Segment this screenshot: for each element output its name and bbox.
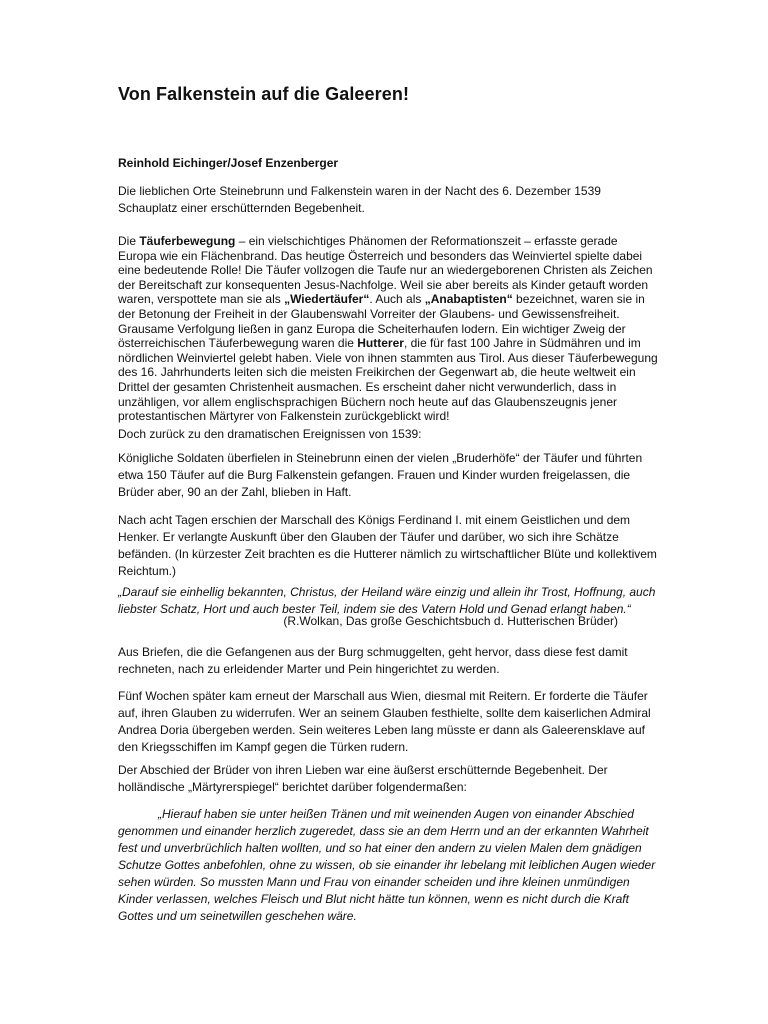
raid-paragraph: Königliche Soldaten überfielen in Steinebrunn einen der vielen „Bruderhöfe“ der Täufer und führten etwa 150 Täufer auf die Burg Falkenstein gefangen. Frauen und Kinder wurden freigelassen, die Brüder aber, 90 an der Zahl, blieben in Haft. xyxy=(118,451,643,499)
martyrs-mirror-quote: „Hierauf haben sie unter heißen Tränen und mit weinenden Augen von einander Abschied genommen und einander herzlich zugeredet, dass sie an dem Herrn und an der erkannten Wahrheit fest und unverbrüchlich halten wollten, und so hat einer den andern zu vielen Malen dem gnädigen Schutze Gottes anbefohlen, ohne zu wissen, ob sie einander ihr lebelang mit leiblichen Augen wieder sehen würden. So mussten Mann und Frau von einander scheiden und ihre kleinen unmündigen Kinder verlassen, welches Fleisch und Blut nicht hätte tun können, wenn es nicht durch die Kraft Gottes und um seinetwillen geschehen wäre. xyxy=(118,807,656,923)
quote-citation: (R.Wolkan, Das große Geschichtsbuch d. Hutterischen Brüder) xyxy=(283,614,618,628)
keyword-taeuferbewegung: Täuferbewegung xyxy=(139,234,236,248)
keyword-hutterer: Hutterer xyxy=(357,336,404,351)
intro-paragraph: Die lieblichen Orte Steinebrunn und Falkenstein waren in der Nacht des 6. Dezember 1539 Schauplatz einer erschütternden Begebenheit. xyxy=(118,184,601,215)
confession-quote: „Darauf sie einhellig bekannten, Christus, der Heiland wäre einzig und allein ihr Trost, Hoffnung, auch liebster Schatz, Hort und auch bester Teil, indem sie des Vatern Hold und Genad erlangt haben.“ xyxy=(118,585,656,616)
taeuferbewegung-paragraph: Die Täuferbewegung – ein vielschichtiges Phänomen der Reformationszeit – erfasste gerade Europa wie ein Flächenbrand. Das heutige Österreich und besonders das Weinviertel spielte dabei eine bedeutende Rolle! Die Täufer vollzogen die Taufe nur an wiedergeborenen Christen als Zeichen der Bereitschaft zur konsequenten Jesus-Nachfolge. Weil sie aber bereits als Kinder getauft worden waren, verspottete man sie als „Wiedertäufer“. Auch als „Anabaptisten“ bezeichnet, waren sie in der Betonung der Freiheit in der Glaubenswahl Vorreiter der Glaubens- und Gewissensfreiheit. Grausame Verfolgung ließen in ganz Europa die Scheiterhaufen lodern. Ein wichtiger Zweig der österreichischen Täuferbewegung waren die Hutterer, die für fast 100 Jahre in Südmähren und im nördlichen Weinviertel gelebt haben. Viele von ihnen stammten aus Tirol. Aus dieser Täuferbewegung des 16. Jahrhunderts leiten sich die meisten Freikirchen der Gegenwart ab, die heute weltweit ein Drittel der gesamten Christenheit ausmachen. Es erscheint daher nicht verwunderlich, dass in unzähligen, vor allem englischsprachigen Büchern noch heute auf das Glaubenszeugnis jener protestantischen Märtyrer von Falkenstein zurückgeblickt wird! xyxy=(118,234,658,424)
page-title: Von Falkenstein auf die Galeeren! xyxy=(118,84,410,104)
letters-paragraph: Aus Briefen, die die Gefangenen aus der Burg schmuggelten, geht hervor, dass diese fest damit rechneten, nach zu erleidender Marter und Pein hingerichtet zu werden. xyxy=(118,645,628,676)
transition-paragraph: Doch zurück zu den dramatischen Ereignissen von 1539: xyxy=(118,427,422,441)
galley-paragraph: Fünf Wochen später kam erneut der Marschall aus Wien, diesmal mit Reitern. Er forderte die Täufer auf, ihren Glauben zu widerrufen. Wer an seinem Glauben festhielte, sollte dem kaiserlichen Admiral Andrea Doria übergeben werden. Sein weiteres Leben lang müsste er dann als Galeerensklave auf den Kriegsschiffen im Kampf gegen die Türken rudern. xyxy=(118,689,651,754)
keyword-wiedertaeufer: „Wiedertäufer“ xyxy=(284,292,370,307)
farewell-paragraph: Der Abschied der Brüder von ihren Lieben war eine äußerst erschütternde Begebenheit. Der holländische „Märtyrerspiegel“ berichtet darüber folgendermaßen: xyxy=(118,763,608,794)
keyword-anabaptisten: „Anabaptisten“ xyxy=(424,292,513,307)
marschall-paragraph: Nach acht Tagen erschien der Marschall des Königs Ferdinand I. mit einem Geistlichen und dem Henker. Er verlangte Auskunft über den Glauben der Täufer und darüber, wo sich ihre Schätze befänden. (In kürzester Zeit brachten es die Hutterer nämlich zu wirtschaftlicher Blüte und kollektivem Reichtum.) xyxy=(118,513,657,578)
author-line: Reinhold Eichinger/Josef Enzenberger xyxy=(118,156,339,170)
